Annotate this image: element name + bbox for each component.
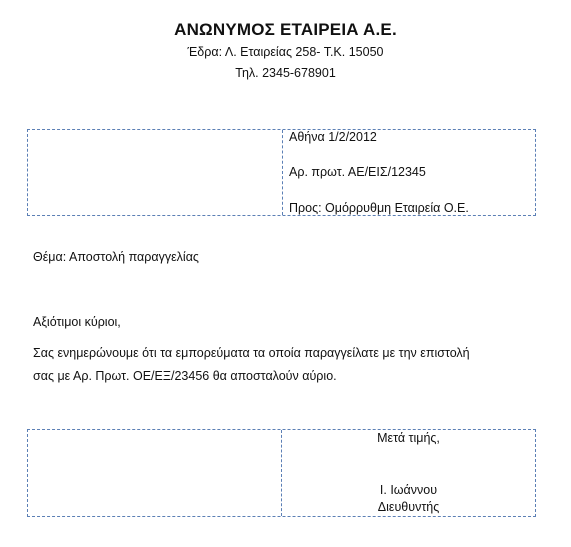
- signatory-title: Διευθυντής: [377, 500, 440, 514]
- body-line-1: Σας ενημερώνουμε ότι τα εμπορεύματα τα οποία παραγγείλατε με την επιστολή: [33, 346, 470, 360]
- closing: Μετά τιμής,: [377, 431, 440, 445]
- company-address: Έδρα: Λ. Εταιρείας 258- Τ.Κ. 15050: [187, 45, 384, 59]
- protocol-number: Αρ. πρωτ. ΑΕ/ΕΙΣ/12345: [289, 165, 426, 179]
- body-line-2: σας με Αρ. Πρωτ. ΟΕ/ΕΞ/23456 θα αποσταλούν αύριο.: [33, 369, 337, 383]
- recipient: Προς: Ομόρρυθμη Εταιρεία Ο.Ε.: [289, 201, 469, 215]
- info-table-divider: [282, 130, 283, 215]
- subject-line: Θέμα: Αποστολή παραγγελίας: [33, 250, 199, 264]
- letter-date: Αθήνα 1/2/2012: [289, 130, 377, 144]
- signatory-name: Ι. Ιωάννου: [379, 483, 438, 497]
- salutation: Αξιότιμοι κύριοι,: [33, 315, 121, 329]
- signature-table: [27, 429, 536, 517]
- company-phone: Τηλ. 2345-678901: [235, 66, 336, 80]
- company-name: ΑΝΩΝΥΜΟΣ ΕΤΑΙΡΕΙΑ Α.Ε.: [174, 20, 397, 39]
- info-table: [27, 129, 536, 216]
